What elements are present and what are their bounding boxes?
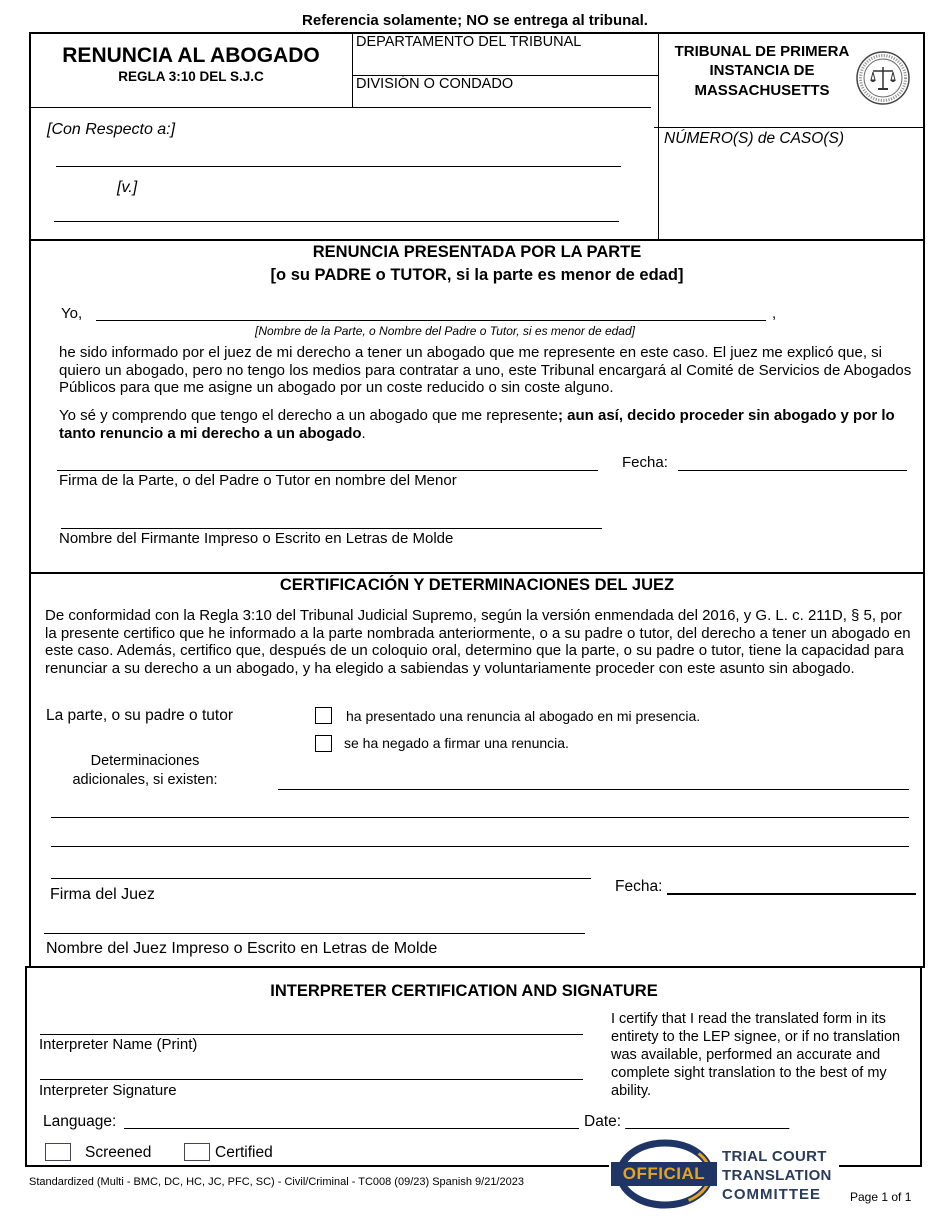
waiver-presented-checkbox[interactable] xyxy=(315,707,332,724)
statement-end: . xyxy=(361,424,366,442)
party-waiver-paragraph: he sido informado por el juez de mi derecho a tener un abogado que me represente en este caso. El juez me explicó que, si quiero un abogado, pero no tengo los medios para contratar a uno, este Tribunal encargará al Comité de Servicios de Abogados Públicos para que me asigne un abogado por un coste reducido o sin coste alguno. xyxy=(59,344,912,396)
statement-normal: Yo sé y comprendo que tengo el derecho a un abogado que me represente xyxy=(59,407,558,424)
judge-printed-name-label: Nombre del Juez Impreso o Escrito en Letras de Molde xyxy=(46,940,438,957)
judge-printed-name-line[interactable] xyxy=(44,933,585,934)
party-name-caption: [Nombre de la Parte, o Nombre del Padre o Tutor, si es menor de edad] xyxy=(255,324,635,338)
court-name-line2: INSTANCIA DE xyxy=(709,62,815,79)
party-date-line[interactable] xyxy=(678,470,907,471)
form-title: RENUNCIA AL ABOGADO xyxy=(62,44,320,67)
party-waiver-statement xyxy=(59,407,925,442)
reference-note: Referencia solamente; NO se entrega al tribunal. xyxy=(302,12,648,29)
yo-comma: , xyxy=(772,305,777,322)
header-divider-h xyxy=(30,107,352,108)
interpreter-date-label: Date: ___________________ xyxy=(584,1113,790,1130)
certified-checkbox[interactable] xyxy=(184,1143,210,1161)
versus-label: [v.] xyxy=(117,179,138,196)
form-info: Standardized (Multi - BMC, DC, HC, JC, PFC, SC) - Civil/Criminal - TC008 (09/23) Spanish 9/21/2023 xyxy=(29,1176,524,1188)
party-waiver-heading: RENUNCIA PRESENTADA POR LA PARTE xyxy=(312,243,642,261)
judge-signature-label: Firma del Juez xyxy=(50,886,155,903)
judge-party-label: La parte, o su padre o tutor xyxy=(46,707,233,724)
interpreter-signature-label: Interpreter Signature xyxy=(39,1082,177,1099)
form-rule: REGLA 3:10 DEL S.J.C xyxy=(118,69,264,84)
additional-findings-line-3[interactable] xyxy=(51,846,909,847)
judge-heading: CERTIFICACIÓN Y DETERMINACIONES DEL JUEZ xyxy=(279,576,675,594)
party-signature-label: Firma de la Parte, o del Padre o Tutor en nombre del Menor xyxy=(59,472,457,489)
judge-date-line[interactable] xyxy=(667,893,916,895)
division-label: DIVISIÓN O CONDADO xyxy=(356,76,514,92)
screened-label: Screened xyxy=(85,1144,152,1161)
court-name-line1: TRIBUNAL DE PRIMERA xyxy=(674,43,850,60)
court-name-line3: MASSACHUSETTS xyxy=(694,82,830,99)
official-badge xyxy=(609,1138,839,1210)
yo-label: Yo, xyxy=(61,305,83,322)
interpreter-certification-text: I certify that I read the translated form in its entirety to the LEP signee, or if no translation was available, performed an accurate and complete sight translation to the best of my ability. xyxy=(611,1011,901,1099)
additional-findings-line-2[interactable] xyxy=(51,817,909,818)
language-line[interactable] xyxy=(124,1128,579,1129)
interpreter-signature-line[interactable] xyxy=(40,1079,583,1080)
committee-line-2: TRANSLATION xyxy=(722,1167,832,1184)
waiver-refused-checkbox[interactable] xyxy=(315,735,332,752)
regarding-line[interactable] xyxy=(56,166,621,167)
versus-line[interactable] xyxy=(54,221,619,222)
party-date-label: Fecha: xyxy=(622,454,668,471)
interpreter-heading: INTERPRETER CERTIFICATION AND SIGNATURE xyxy=(270,982,658,1000)
statement-bold: ; aun así, decido proceder sin abogado y por lo tanto renuncio a mi derecho a un abogado xyxy=(59,407,895,442)
language-label: Language: xyxy=(43,1113,117,1130)
party-printed-name-label: Nombre del Firmante Impreso o Escrito en Letras de Molde xyxy=(59,530,454,547)
judge-paragraph: De conformidad con la Regla 3:10 del Tribunal Judicial Supremo, según la versión enmendada del 2016, y G. L. c. 211D, § 5, por la presente certifico que he informado a la parte nombrada anteriormente, o a su padre o tutor, del derecho a tener un abogado en este caso. Además, certifico que, después de un coloquio oral, determino que la parte, o su padre o tutor, tiene la capacidad para renunciar a su derecho a un abogado, y ha elegido a sabiendas y voluntariamente proceder con este asunto sin abogado. xyxy=(45,607,911,677)
party-signature-line[interactable] xyxy=(57,470,598,471)
interpreter-name-label: Interpreter Name (Print) xyxy=(39,1036,198,1053)
judge-date-label: Fecha: xyxy=(615,878,663,895)
judge-signature-line[interactable] xyxy=(51,878,591,879)
header-divider-2 xyxy=(658,33,659,240)
additional-findings-label-2: adicionales, si existen: xyxy=(72,772,218,788)
division-rule xyxy=(352,107,651,108)
party-name-line[interactable] xyxy=(96,320,766,321)
additional-findings-line-1[interactable] xyxy=(278,789,909,790)
case-number-rule xyxy=(654,127,924,128)
party-waiver-subheading: [o su PADRE o TUTOR, si la parte es menor de edad] xyxy=(270,266,684,284)
official-badge-label: OFFICIAL xyxy=(611,1162,717,1186)
waiver-presented-label: ha presentado una renuncia al abogado en mi presencia. xyxy=(346,708,701,724)
party-printed-name-line[interactable] xyxy=(61,528,602,529)
committee-line-3: COMMITTEE xyxy=(722,1186,821,1203)
additional-findings-label-1: Determinaciones xyxy=(90,753,200,769)
regarding-label: [Con Respecto a:] xyxy=(47,121,176,138)
waiver-refused-label: se ha negado a firmar una renuncia. xyxy=(344,735,569,751)
interpreter-name-line[interactable] xyxy=(40,1034,583,1035)
page-number: Page 1 of 1 xyxy=(850,1190,912,1204)
committee-line-1: TRIAL COURT xyxy=(722,1148,827,1165)
header-divider-1 xyxy=(352,33,353,108)
department-label: DEPARTAMENTO DEL TRIBUNAL xyxy=(356,34,582,50)
court-seal-icon xyxy=(855,50,911,106)
certified-label: Certified xyxy=(215,1144,273,1161)
case-number-label: NÚMERO(S) de CASO(S) xyxy=(664,130,844,147)
screened-checkbox[interactable] xyxy=(45,1143,71,1161)
